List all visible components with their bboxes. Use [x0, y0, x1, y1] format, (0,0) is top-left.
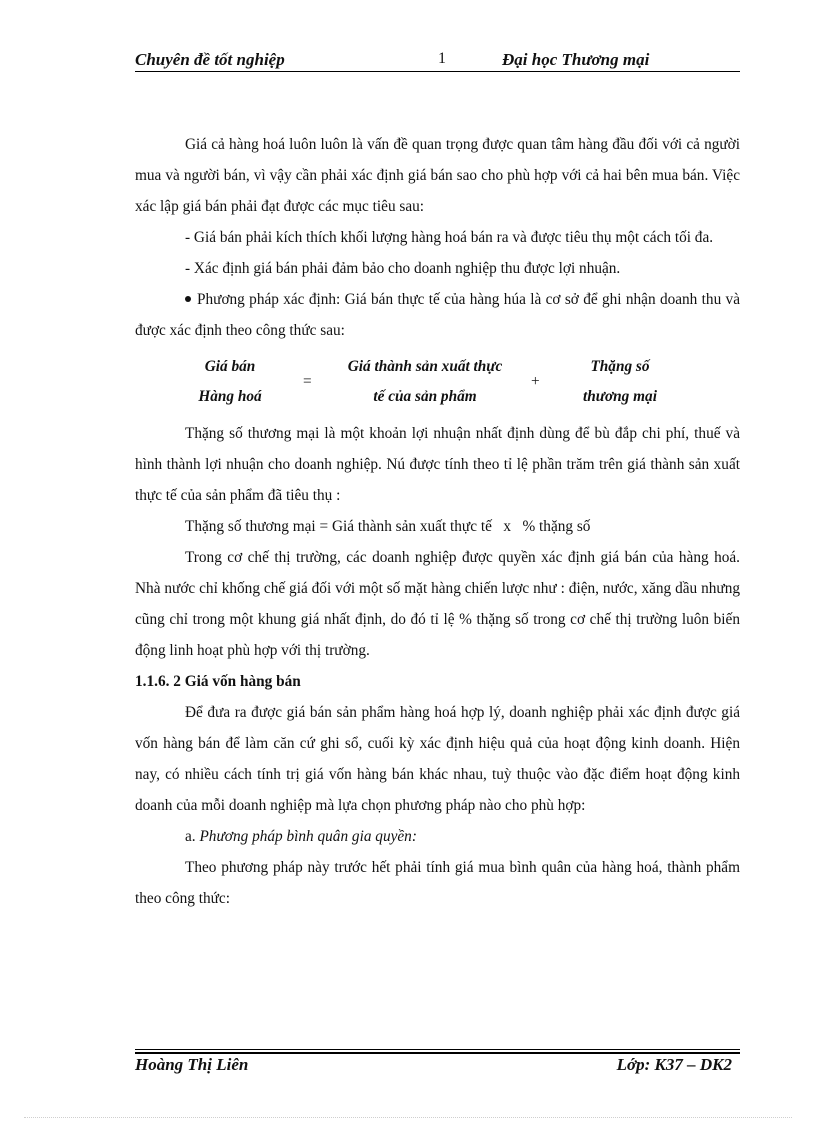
paragraph-markup: Thặng số thương mại là một khoản lợi nhuận nhất định dùng để bù đắp chi phí, thuế và hình thành lợi nhuận cho doanh nghiệp. Nú được tính theo tỉ lệ phần trăm trên giá thành sản xuất thực tế của sản phẩm đã tiêu thụ : — [135, 425, 740, 504]
formula-right-top: Thặng số — [590, 358, 650, 375]
page-number: 1 — [438, 50, 446, 67]
formula-equals: = — [303, 373, 312, 390]
paragraph-goal-2: - Xác định giá bán phải đảm bảo cho doanh nghiệp thu được lợi nhuận. — [185, 260, 621, 277]
page-bottom-dotted-line — [24, 1117, 792, 1118]
footer-rule — [135, 1049, 740, 1050]
footer-class: Lớp: K37 – DK2 — [616, 1055, 732, 1074]
document-body — [135, 129, 740, 914]
page-header — [135, 48, 740, 72]
page-footer — [135, 1055, 740, 1079]
formula-plus: + — [531, 373, 540, 390]
paragraph-average-price: Theo phương pháp này trước hết phải tính giá mua bình quân của hàng hoá, thành phẩm theo công thức: — [135, 859, 740, 907]
header-institution: Đại học Thương mại — [502, 50, 650, 69]
formula-right — [560, 352, 680, 412]
footer-rule-thick — [135, 1052, 740, 1054]
formula-mid-bottom: tế của sản phẩm — [373, 388, 477, 405]
paragraph-goal-1: - Giá bán phải kích thích khối lượng hàng hoá bán ra và được tiêu thụ một cách tối đa. — [185, 229, 714, 246]
bullet-icon — [185, 296, 191, 302]
method-a-title: Phương pháp bình quân gia quyền: — [199, 828, 417, 845]
header-rule — [135, 71, 740, 72]
paragraph-market: Trong cơ chế thị trường, các doanh nghiệp được quyền xác định giá bán của hàng hoá. Nhà nước chỉ khống chế giá đối với một số mặt hàng chiến lược như : điện, nước, xăng dầu nhưng cũng chỉ trong một khung giá nhất định, do đó tỉ lệ % thặng số trong cơ chế thị trường luôn biến động linh hoạt phù hợp với thị trường. — [135, 549, 740, 659]
section-heading: 1.1.6. 2 Giá vốn hàng bán — [135, 673, 301, 690]
paragraph-method-a — [135, 821, 740, 852]
paragraph-cost: Để đưa ra được giá bán sản phẩm hàng hoá hợp lý, doanh nghiệp phải xác định được giá vốn hàng bán để làm căn cứ ghi sổ, cuối kỳ xác định hiệu quả của hoạt động kinh doanh. Hiện nay, có nhiều cách tính trị giá vốn hàng bán khác nhau, tuỳ thuộc vào đặc điểm hoạt động kinh doanh của mỗi doanh nghiệp mà lựa chọn phương pháp nào cho phù hợp: — [135, 704, 740, 814]
footer-author: Hoàng Thị Liên — [135, 1055, 249, 1074]
paragraph-method — [135, 284, 740, 346]
paragraph-method-text: Phương pháp xác định: Giá bán thực tế của hàng húa là cơ sở để ghi nhận doanh thu và được xác định theo công thức sau: — [135, 291, 740, 339]
formula-mid-top: Giá thành sản xuất thực — [347, 358, 503, 375]
price-formula — [135, 352, 740, 416]
paragraph-markup-formula: Thặng số thương mại = Giá thành sản xuất thực tế x % thặng số — [185, 518, 591, 535]
header-title: Chuyên đề tốt nghiệp — [135, 50, 285, 69]
formula-middle — [325, 352, 525, 412]
method-a-prefix: a. — [185, 828, 200, 845]
paragraph-intro: Giá cả hàng hoá luôn luôn là vấn đề quan trọng được quan tâm hàng đầu đối với cả người mua và người bán, vì vậy cần phải xác định giá bán sao cho phù hợp với cả hai bên mua bán. Việc xác lập giá bán phải đạt được các mục tiêu sau: — [135, 136, 740, 215]
formula-left — [175, 352, 285, 412]
formula-left-top: Giá bán — [204, 358, 256, 375]
formula-right-bottom: thương mại — [583, 388, 657, 405]
formula-left-bottom: Hàng hoá — [198, 388, 262, 405]
